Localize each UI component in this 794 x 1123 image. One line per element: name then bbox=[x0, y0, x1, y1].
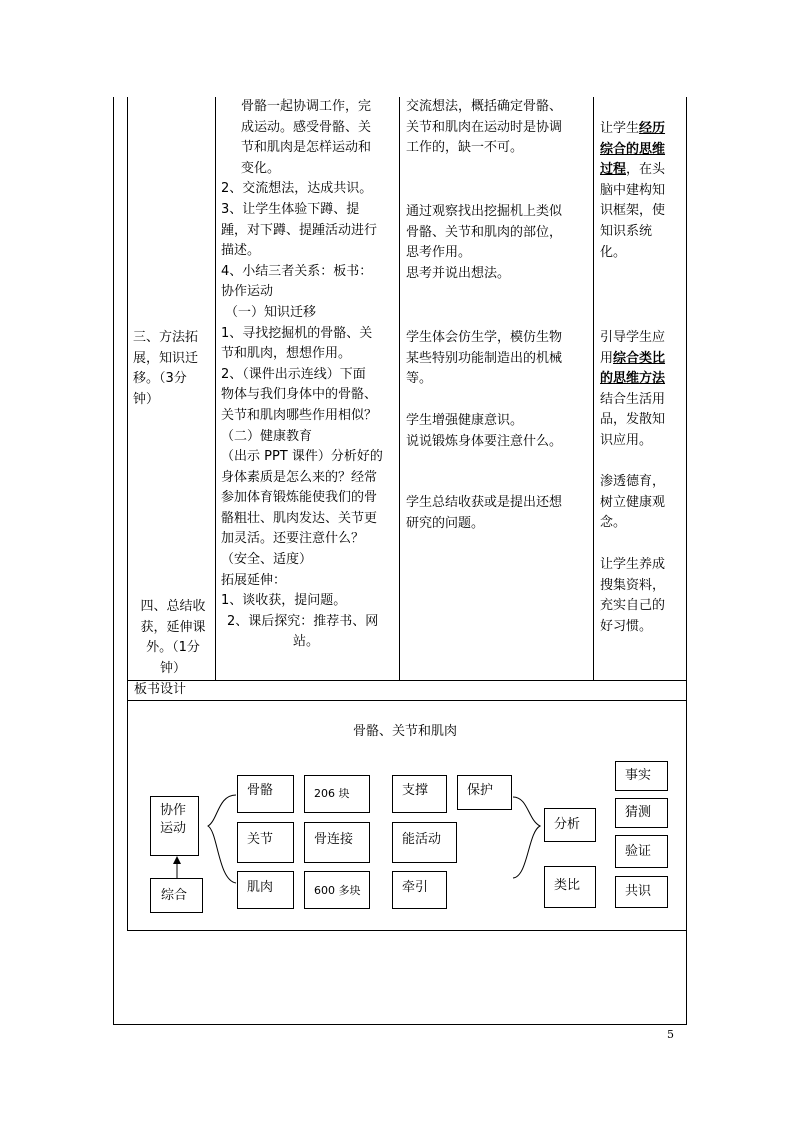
student-activity-3: 学生体会仿生学，模仿生物 某些特别功能制造出的机械 等。 bbox=[406, 330, 563, 387]
stage-3-label: 三、方法拓 展，知识迁 移。（3分 钟） bbox=[133, 330, 199, 407]
box-zonghe: 综合 bbox=[150, 878, 203, 913]
student-activity-5: 学生总结收获或是提出还想 研究的问题。 bbox=[406, 495, 563, 531]
box-caice: 猜测 bbox=[615, 798, 668, 828]
design-intent-1: 让学生经历 综合的思维 过程，在头 脑中建构知 识框架，使 知识系统 化。 bbox=[600, 121, 666, 260]
box-600: 600 多块 bbox=[304, 871, 370, 909]
box-guanjie: 关节 bbox=[237, 822, 294, 863]
box-206: 206 块 bbox=[304, 775, 370, 813]
box-yanzheng: 验证 bbox=[615, 835, 668, 868]
box-nenghuodong: 能活动 bbox=[392, 822, 457, 863]
page-number: 5 bbox=[667, 1028, 674, 1041]
box-fenxi: 分析 bbox=[544, 808, 596, 842]
box-gulianjie: 骨连接 bbox=[304, 822, 370, 863]
design-intent-4: 让学生养成 搜集资料， 充实自己的 好习惯。 bbox=[600, 557, 666, 634]
box-baohu: 保护 bbox=[457, 775, 512, 810]
stage-4-label: 四、总结收 获，延伸课 外。（1分 钟） bbox=[140, 599, 206, 676]
box-guge: 骨骼 bbox=[237, 775, 294, 813]
design-intent-2: 引导学生应 用综合类比 的思维方法 结合生活用 品，发散知 识应用。 bbox=[600, 330, 666, 448]
board-title: 骨骼、关节和肌肉 bbox=[353, 724, 458, 739]
design-intent-3: 渗透德育， 树立健康观 念。 bbox=[600, 474, 666, 531]
box-xiezuo-yundong: 协作 运动 bbox=[150, 796, 199, 856]
teacher-activity: 骨骼一起协调工作，完 成运动。感受骨骼、关 节和肌肉是怎样运动和 变化。 2、交流想法，达成共识。 3、让学生体验下蹲、提 踵，对下蹲、提踵活动进行 描述。 4、小结三者关系：板书： 协作运动 （一）知识迁移 1、寻找挖掘机的骨骼、关 节和肌肉，想想作用。 2、（课件出示连线）下面 物体与我们身体中的骨骼、 关节和肌肉哪些作用相似？ （二）健康教育 （出示 PPT 课件）分析好的 身体素质是怎么来的？经常 参加体育锻炼能使我们的骨 骼粗壮、肌肉发达、关节更 加灵活。还要注意什么？ （安全、适度） 拓展延伸： 1、谈收获，提问题。 2、课后探究：推荐书、网 站。 bbox=[221, 99, 383, 650]
box-shishi: 事实 bbox=[615, 761, 668, 791]
student-activity-2: 通过观察找出挖掘机上类似 骨骼、关节和肌肉的部位， 思考作用。 思考并说出想法。 bbox=[406, 204, 563, 281]
box-gongshi: 共识 bbox=[615, 876, 668, 908]
board-design-header: 板书设计 bbox=[134, 682, 187, 697]
student-activity-1: 交流想法，概括确定骨骼、 关节和肌肉在运动时是协调 工作的，缺一不可。 bbox=[406, 99, 563, 156]
box-jirou: 肌肉 bbox=[237, 871, 294, 909]
box-leibi: 类比 bbox=[544, 866, 596, 908]
box-qianyin: 牵引 bbox=[392, 871, 447, 909]
student-activity-4: 学生增强健康意识。 说说锻炼身体要注意什么。 bbox=[406, 413, 563, 449]
box-zhicheng: 支撑 bbox=[392, 775, 447, 813]
